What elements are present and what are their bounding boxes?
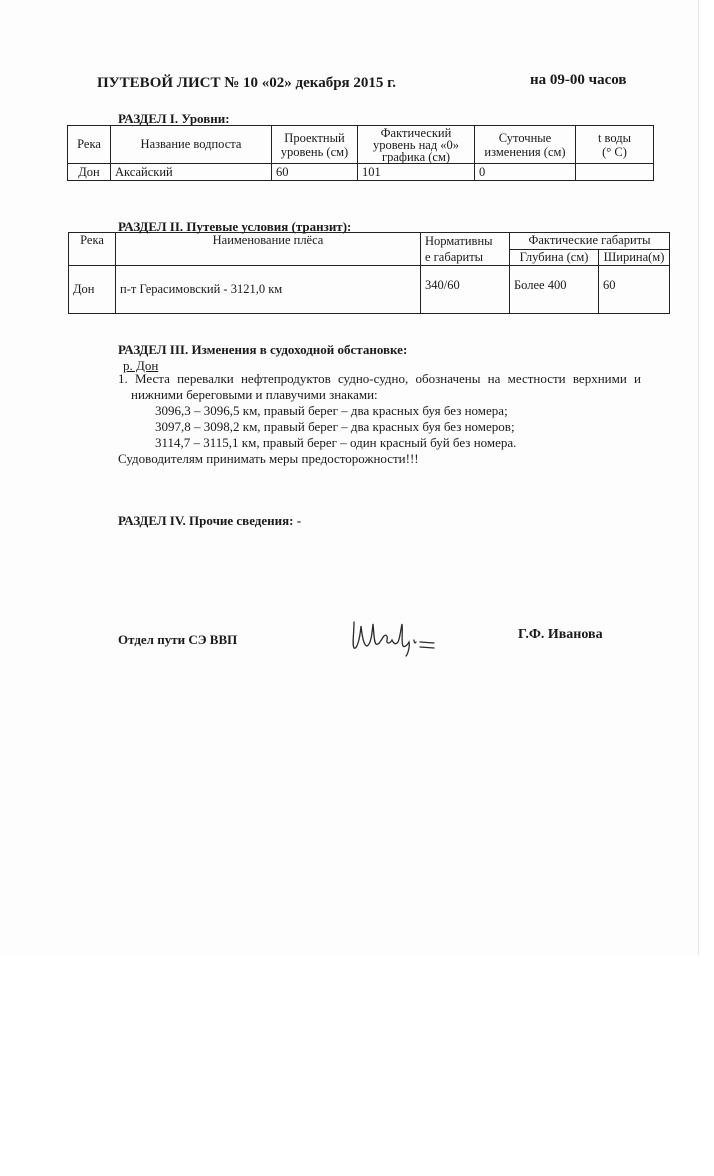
- col-design-line1: Проектный: [284, 130, 345, 145]
- section3-title: РАЗДЕЛ III. Изменения в судоходной обстановке:: [118, 342, 408, 357]
- col-norm-line2: е габариты: [425, 250, 484, 264]
- levels-table: [67, 125, 654, 181]
- col-daily-line1: Суточные: [498, 130, 552, 145]
- cell-depth: Более 400: [510, 266, 599, 314]
- cell-reach: п-т Герасимовский - 3121,0 км: [116, 266, 421, 314]
- cell-actual: 101: [358, 164, 475, 181]
- col-actual-line2: уровень над «0»: [372, 137, 460, 152]
- col-actual-line3: графика (см): [381, 149, 451, 164]
- col-width: Ширина(м): [599, 249, 670, 266]
- col-design: [272, 126, 358, 164]
- col-daily-line2: изменения (см): [484, 144, 566, 159]
- col-temp: [576, 126, 654, 164]
- cell-width: 60: [599, 266, 670, 314]
- document-title: ПУТЕВОЙ ЛИСТ № 10 «02» декабря 2015 г.: [97, 75, 397, 91]
- list-item: 3114,7 – 3115,1 км, правый берег – один красный буй без номера.: [155, 435, 517, 450]
- item-line-1: 1. Места перевалки нефтепродуктов судно-судно, обозначены на местности верхними и: [118, 371, 641, 386]
- section2-title: РАЗДЕЛ II. Путевые условия (транзит):: [118, 219, 352, 234]
- signature: [348, 612, 442, 658]
- section4-title: РАЗДЕЛ IV. Прочие сведения: -: [118, 513, 302, 528]
- col-actual: [358, 126, 475, 164]
- cell-norm: 340/60: [421, 266, 510, 314]
- col-design-line2: уровень (см): [280, 144, 349, 159]
- col-river: Река: [68, 126, 111, 164]
- list-item: 3097,8 – 3098,2 км, правый берег – два красных буя без номеров;: [155, 419, 515, 434]
- table-row: [68, 164, 654, 181]
- cell-post: Аксайский: [111, 164, 272, 181]
- river-label: р. Дон: [123, 358, 159, 373]
- col-norm-line1: Нормативны: [425, 234, 493, 248]
- department-label: Отдел пути СЭ ВВП: [118, 632, 238, 647]
- list-item: 3096,3 – 3096,5 км, правый берег – два красных буя без номера;: [155, 403, 508, 418]
- warning-text: Судоводителям принимать меры предосторожности!!!: [118, 451, 419, 466]
- col-river2: Река: [69, 233, 116, 266]
- transit-table: [68, 232, 670, 314]
- col-temp-line2: (° C): [602, 144, 627, 159]
- cell-design: 60: [272, 164, 358, 181]
- signatory-name: Г.Ф. Иванова: [518, 627, 603, 642]
- col-temp-line1: t воды: [597, 130, 632, 145]
- col-daily: [475, 126, 576, 164]
- col-actual-line1: Фактический: [380, 125, 452, 140]
- table-row: [69, 266, 670, 314]
- cell-river: Дон: [68, 164, 111, 181]
- col-norm: [421, 233, 510, 266]
- cell-river2: Дон: [69, 266, 116, 314]
- item-line-2: нижними береговыми и плавучими знаками:: [131, 387, 378, 402]
- cell-temp: [576, 164, 654, 181]
- col-reach: Наименование плёса: [116, 233, 421, 266]
- cell-daily: 0: [475, 164, 576, 181]
- section1-title: РАЗДЕЛ I. Уровни:: [118, 111, 230, 126]
- col-depth: Глубина (см): [510, 249, 599, 266]
- col-fact: Фактические габариты: [510, 233, 670, 250]
- col-post: Название водпоста: [111, 126, 272, 164]
- document-time: на 09-00 часов: [530, 72, 627, 88]
